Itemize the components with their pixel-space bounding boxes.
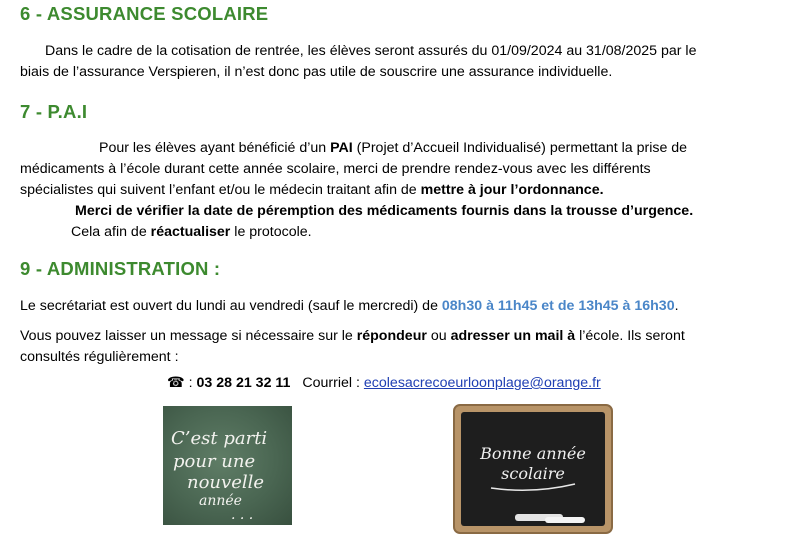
section-6-title: 6 - ASSURANCE SCOLAIRE — [20, 3, 269, 24]
text: Le secrétariat est ouvert du lundi au vendredi (sauf le mercredi) de — [20, 298, 442, 314]
emphasis: réactualiser — [150, 224, 231, 240]
emphasis: adresser un mail à — [450, 328, 576, 344]
contact-line — [167, 373, 601, 394]
email-link[interactable]: ecolesacrecoeurloonplage@orange.fr — [363, 375, 601, 391]
section-7-title: 7 - P.A.I — [20, 101, 88, 122]
phone-icon: ☎ — [167, 375, 185, 391]
phone-number: 03 28 21 32 11 — [196, 375, 291, 391]
blackboard-image-good-year — [453, 404, 613, 534]
img2-line-1: Bonne année — [480, 444, 586, 463]
email-label: Courriel : — [302, 375, 364, 391]
section-6-line-1: Dans le cadre de la cotisation de rentrée, les élèves seront assurés du 01/09/2024 au 31/08/2025 par le — [45, 43, 697, 59]
section-6-line-2: biais de l’assurance Verspieren, il n’est donc pas utile de souscrire une assurance individuelle. — [20, 64, 613, 80]
section-9-line-2 — [20, 326, 685, 347]
office-hours: 08h30 à 11h45 et de 13h45 à 16h30 — [441, 298, 675, 314]
emphasis: mettre à jour l’ordonnance. — [420, 182, 604, 198]
section-7-line-4: Merci de vérifier la date de péremption des médicaments fournis dans la trousse d’urgence. — [75, 203, 694, 219]
img2-line-2: scolaire — [501, 464, 565, 483]
section-9-title: 9 - ADMINISTRATION : — [20, 258, 221, 279]
text: . — [674, 298, 679, 314]
img1-line-3: nouvelle — [187, 472, 265, 493]
section-7-line-5 — [71, 222, 312, 243]
text: Pour les élèves ayant bénéficié d’un — [99, 140, 331, 156]
img1-line-1: C’est parti — [171, 428, 268, 449]
text: spécialistes qui suivent l’enfant et/ou le médecin traitant afin de — [20, 182, 421, 198]
text: le protocole. — [230, 224, 312, 240]
emphasis: répondeur — [356, 328, 427, 344]
text: (Projet d’Accueil Individualisé) permettant la prise de — [352, 140, 688, 156]
text: Cela afin de — [71, 224, 151, 240]
img1-line-4: année — [199, 493, 242, 509]
text: l’école. Ils seront — [575, 328, 685, 344]
section-9-line-1 — [20, 296, 679, 317]
section-7-line-3 — [20, 180, 604, 201]
pai-term: PAI — [330, 140, 353, 156]
img1-line-5: . . . — [231, 507, 254, 523]
section-7-line-2: médicaments à l’école durant cette année scolaire, merci de prendre rendez-vous avec les différents — [20, 161, 651, 177]
section-7-line-1 — [99, 138, 687, 159]
text: Vous pouvez laisser un message si nécessaire sur le — [20, 328, 357, 344]
img1-line-2: pour une — [173, 451, 256, 472]
section-9-line-3: consultés régulièrement : — [20, 349, 179, 365]
text: ou — [426, 328, 451, 344]
chalkboard-image-back-to-school — [163, 406, 292, 525]
text: : — [184, 375, 197, 391]
